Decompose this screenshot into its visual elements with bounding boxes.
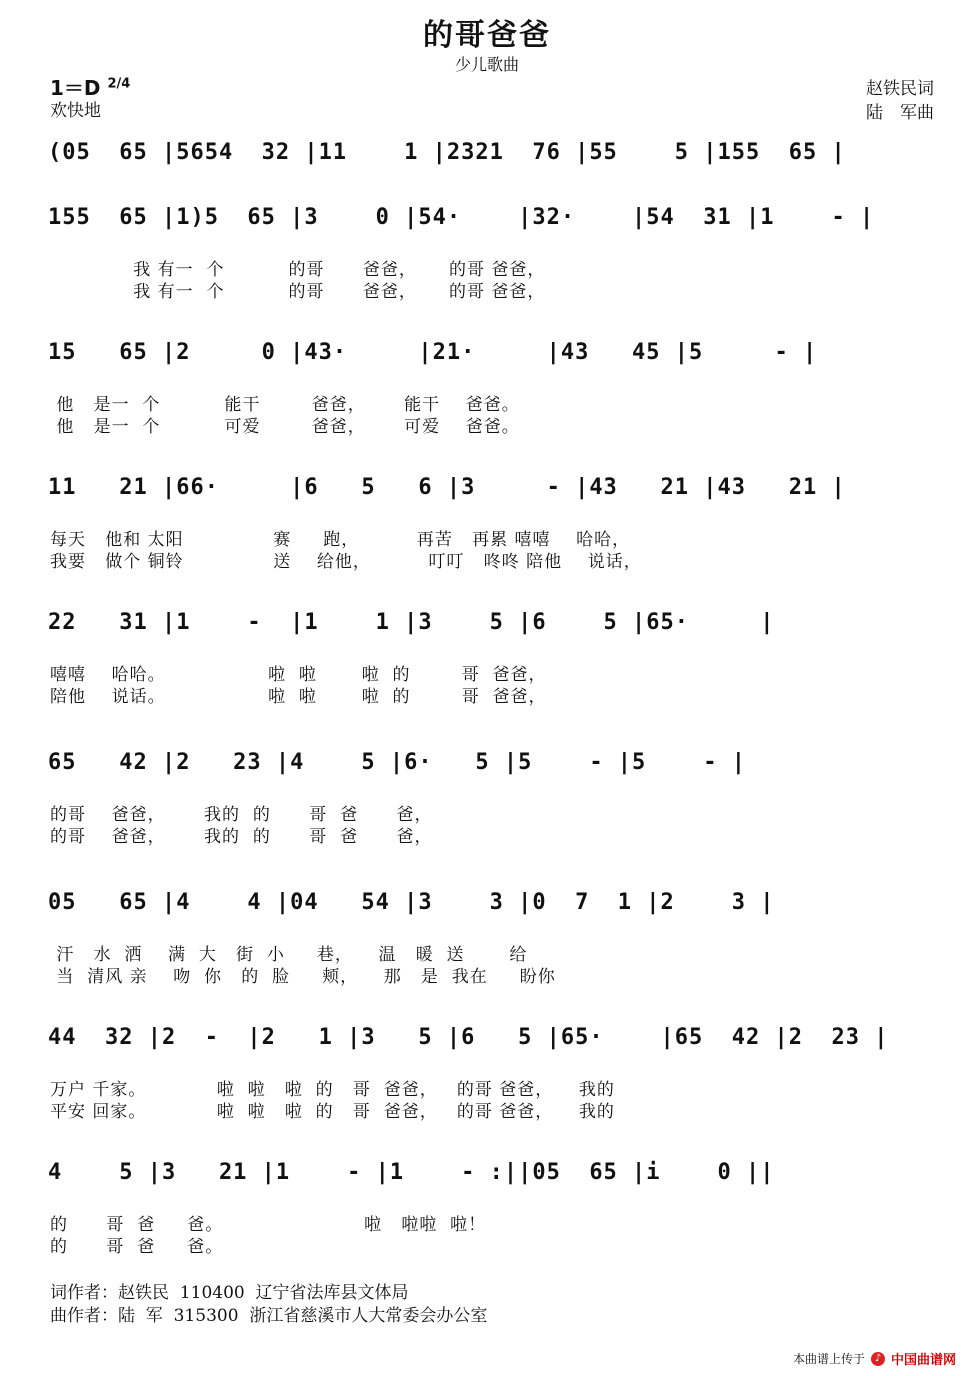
staff-notes: 155 65 |1)5 65 |3 0 |54· |32· |54 31 |1 - | bbox=[48, 205, 875, 230]
staff-line-6 bbox=[48, 750, 938, 790]
watermark bbox=[793, 1349, 956, 1368]
staff-line-2 bbox=[48, 205, 938, 245]
footer-composer: 曲作者：陆 军 315300 浙江省慈溪市人大常委会办公室 bbox=[50, 1306, 488, 1326]
key-label: 1＝D bbox=[50, 76, 101, 100]
composer-credit: 陆 军曲 bbox=[866, 103, 934, 123]
lyrics-verse-2: 他 是一 个 可爱 爸爸， 可爱 爸爸。 bbox=[50, 417, 520, 437]
lyrics-verse-2: 我要 做个 铜铃 送 给他， 叮叮 咚咚 陪他 说话， bbox=[50, 552, 642, 572]
song-title: 的哥爸爸 bbox=[423, 18, 551, 53]
lyrics-verse-2: 当 清风 亲 吻 你 的 脸 颊， 那 是 我在 盼你 bbox=[50, 967, 556, 987]
tempo-marking: 欢快地 bbox=[50, 101, 101, 121]
staff-line-4 bbox=[48, 475, 938, 515]
lyrics-verse-2: 的哥 爸爸， 我的 的 哥 爸 爸， bbox=[50, 827, 433, 847]
staff-line-9 bbox=[48, 1160, 938, 1200]
staff-line-8 bbox=[48, 1025, 938, 1065]
lyricist-credit: 赵铁民词 bbox=[866, 79, 934, 99]
footer-lyricist: 词作者：赵铁民 110400 辽宁省法库县文体局 bbox=[50, 1283, 409, 1303]
lyrics-verse-2: 平安 回家。 啦 啦 啦 的 哥 爸爸， 的哥 爸爸， 我的 bbox=[50, 1102, 615, 1122]
lyrics-verse-2: 的 哥 爸 爸。 bbox=[50, 1237, 224, 1257]
lyrics-verse-1: 万户 千家。 啦 啦 啦 的 哥 爸爸， 的哥 爸爸， 我的 bbox=[50, 1080, 615, 1100]
lyrics-verse-1: 我 有一 个 的哥 爸爸， 的哥 爸爸， bbox=[50, 260, 546, 280]
staff-notes: 22 31 |1 - |1 1 |3 5 |6 5 |65· | bbox=[48, 610, 775, 635]
lyrics-verse-1: 汗 水 洒 满 大 街 小 巷， 温 暖 送 给 bbox=[50, 945, 528, 965]
lyrics-verse-2: 我 有一 个 的哥 爸爸， 的哥 爸爸， bbox=[50, 282, 546, 302]
lyrics-verse-2: 陪他 说话。 啦 啦 啦 的 哥 爸爸， bbox=[50, 687, 547, 707]
time-signature: 2/4 bbox=[107, 76, 131, 92]
lyrics-verse-1: 他 是一 个 能干 爸爸， 能干 爸爸。 bbox=[50, 395, 520, 415]
song-subtitle: 少儿歌曲 bbox=[454, 55, 519, 74]
staff-notes: 4 5 |3 21 |1 - |1 - :||05 65 |i 0 || bbox=[48, 1160, 775, 1185]
staff-notes: 65 42 |2 23 |4 5 |6· 5 |5 - |5 - | bbox=[48, 750, 747, 775]
lyrics-verse-1: 的哥 爸爸， 我的 的 哥 爸 爸， bbox=[50, 805, 433, 825]
lyrics-verse-1: 嘻嘻 哈哈。 啦 啦 啦 的 哥 爸爸， bbox=[50, 665, 547, 685]
watermark-site: 中国曲谱网 bbox=[890, 1353, 956, 1368]
watermark-prefix: 本曲谱上传于 bbox=[792, 1352, 865, 1366]
staff-line-7 bbox=[48, 890, 938, 930]
staff-notes: 05 65 |4 4 |04 54 |3 3 |0 7 1 |2 3 | bbox=[48, 890, 775, 915]
staff-line-5 bbox=[48, 610, 938, 650]
site-logo-icon: ♪ bbox=[871, 1352, 885, 1366]
lyrics-verse-1: 的 哥 爸 爸。 啦 啦啦 啦！ bbox=[50, 1215, 487, 1235]
staff-line-1 bbox=[48, 140, 938, 180]
staff-notes: 44 32 |2 - |2 1 |3 5 |6 5 |65· |65 42 |2 23 | bbox=[48, 1025, 889, 1050]
staff-notes: (05 65 |5654 32 |11 1 |2321 76 |55 5 |155 65 | bbox=[48, 140, 846, 165]
staff-notes: 11 21 |66· |6 5 6 |3 - |43 21 |43 21 | bbox=[48, 475, 846, 500]
staff-line-3 bbox=[48, 340, 938, 380]
staff-notes: 15 65 |2 0 |43· |21· |43 45 |5 - | bbox=[48, 340, 818, 365]
lyrics-verse-1: 每天 他和 太阳 赛 跑， 再苦 再累 嘻嘻 哈哈， bbox=[50, 530, 631, 550]
